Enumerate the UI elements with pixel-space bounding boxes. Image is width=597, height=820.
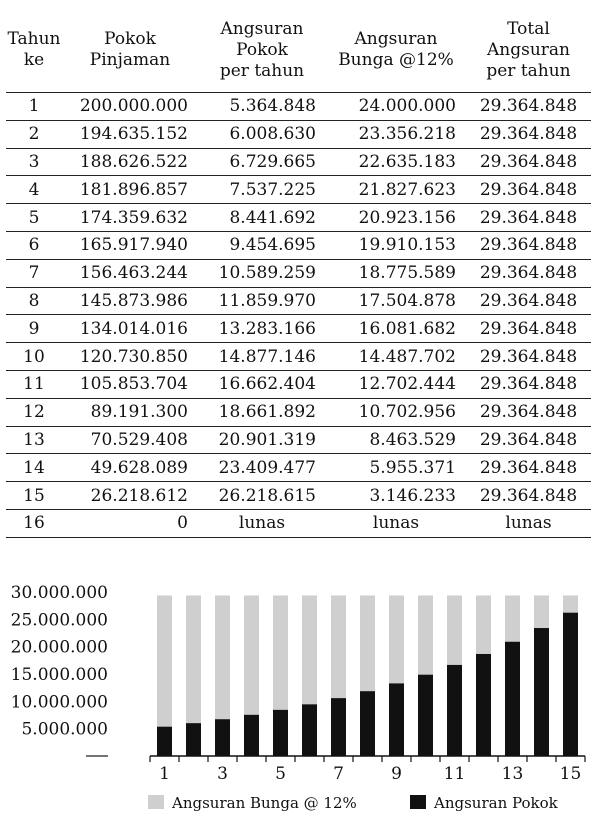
cell-tahun: 7 (6, 259, 62, 287)
cell-tahun: 1 (6, 93, 62, 121)
legend-swatch-pokok (410, 795, 426, 809)
y-tick-label: 30.000.000 (10, 583, 108, 603)
header-pokok-pinjaman: Pokok Pinjaman (62, 8, 198, 93)
cell-angsuran-pokok: 20.901.319 (198, 426, 326, 454)
cell-total-angsuran: 29.364.848 (466, 454, 591, 482)
x-tick-label: 9 (391, 764, 402, 784)
cell-pokok-pinjaman: 156.463.244 (62, 259, 198, 287)
x-tick-label: 15 (559, 764, 582, 784)
cell-angsuran-bunga: 5.955.371 (326, 454, 466, 482)
chart-legend (148, 794, 559, 812)
cell-tahun: 12 (6, 398, 62, 426)
bar-angsuran-pokok (447, 665, 462, 756)
x-axis-ticks (150, 756, 585, 784)
cell-total-angsuran: 29.364.848 (466, 343, 591, 371)
cell-tahun: 16 (6, 509, 62, 537)
x-tick-label: 13 (501, 764, 524, 784)
cell-angsuran-pokok: 10.589.259 (198, 259, 326, 287)
table-row (6, 370, 591, 398)
bar-angsuran-pokok (389, 683, 404, 756)
cell-total-angsuran: 29.364.848 (466, 426, 591, 454)
x-tick-label: 11 (443, 764, 466, 784)
bar-angsuran-bunga (273, 595, 288, 709)
cell-total-angsuran: 29.364.848 (466, 176, 591, 204)
y-tick-label: 20.000.000 (10, 637, 108, 658)
bar-angsuran-bunga (563, 595, 578, 612)
cell-angsuran-bunga: 21.827.623 (326, 176, 466, 204)
cell-angsuran-bunga: 20.923.156 (326, 204, 466, 232)
cell-angsuran-pokok: 23.409.477 (198, 454, 326, 482)
cell-angsuran-bunga: 17.504.878 (326, 287, 466, 315)
bar-angsuran-bunga (389, 595, 404, 683)
cell-angsuran-bunga: 16.081.682 (326, 315, 466, 343)
bar-angsuran-pokok (476, 654, 491, 756)
y-tick-label: 5.000.000 (21, 719, 108, 740)
cell-tahun: 15 (6, 482, 62, 510)
header-total-angsuran: Total Angsuran per tahun (466, 8, 591, 93)
bar-angsuran-bunga (302, 595, 317, 704)
cell-pokok-pinjaman: 174.359.632 (62, 204, 198, 232)
cell-total-angsuran: 29.364.848 (466, 204, 591, 232)
x-tick-label: 1 (159, 764, 170, 784)
cell-angsuran-pokok: 18.661.892 (198, 398, 326, 426)
x-tick-label: 7 (333, 764, 344, 784)
table-row (6, 204, 591, 232)
cell-tahun: 11 (6, 370, 62, 398)
cell-total-angsuran: 29.364.848 (466, 120, 591, 148)
cell-pokok-pinjaman: 70.529.408 (62, 426, 198, 454)
bar-angsuran-bunga (418, 595, 433, 674)
cell-pokok-pinjaman: 145.873.986 (62, 287, 198, 315)
cell-pokok-pinjaman: 194.635.152 (62, 120, 198, 148)
table-body (6, 93, 591, 538)
cell-angsuran-bunga: 8.463.529 (326, 426, 466, 454)
cell-total-angsuran: 29.364.848 (466, 93, 591, 121)
cell-angsuran-pokok: lunas (198, 509, 326, 537)
table-row (6, 482, 591, 510)
bar-angsuran-pokok (273, 710, 288, 756)
cell-tahun: 6 (6, 231, 62, 259)
cell-pokok-pinjaman: 181.896.857 (62, 176, 198, 204)
legend-label-bunga: Angsuran Bunga @ 12% (172, 794, 357, 812)
cell-total-angsuran: 29.364.848 (466, 231, 591, 259)
cell-pokok-pinjaman: 165.917.940 (62, 231, 198, 259)
table-row (6, 343, 591, 371)
cell-total-angsuran: 29.364.848 (466, 398, 591, 426)
cell-angsuran-pokok: 6.008.630 (198, 120, 326, 148)
amortization-table (6, 8, 591, 538)
cell-pokok-pinjaman: 89.191.300 (62, 398, 198, 426)
y-axis-ticks (11, 583, 108, 756)
x-tick-label: 5 (275, 764, 286, 784)
cell-tahun: 9 (6, 315, 62, 343)
table-row (6, 231, 591, 259)
cell-total-angsuran: 29.364.848 (466, 482, 591, 510)
bar-angsuran-pokok (418, 675, 433, 756)
bar-angsuran-bunga (447, 595, 462, 664)
x-tick-label: 3 (217, 764, 228, 784)
cell-angsuran-bunga: 24.000.000 (326, 93, 466, 121)
table-row (6, 509, 591, 537)
cell-angsuran-bunga: 14.487.702 (326, 343, 466, 371)
cell-pokok-pinjaman: 200.000.000 (62, 93, 198, 121)
cell-angsuran-pokok: 26.218.615 (198, 482, 326, 510)
y-tick-label: 10.000.000 (10, 692, 108, 713)
cell-tahun: 2 (6, 120, 62, 148)
bar-angsuran-pokok (563, 613, 578, 756)
cell-angsuran-pokok: 6.729.665 (198, 148, 326, 176)
cell-angsuran-pokok: 5.364.848 (198, 93, 326, 121)
cell-total-angsuran: lunas (466, 509, 591, 537)
cell-angsuran-bunga: 3.146.233 (326, 482, 466, 510)
cell-total-angsuran: 29.364.848 (466, 370, 591, 398)
bar-angsuran-pokok (244, 715, 259, 756)
bar-angsuran-pokok (505, 642, 520, 756)
bar-angsuran-pokok (534, 628, 549, 756)
cell-angsuran-pokok: 14.877.146 (198, 343, 326, 371)
bar-angsuran-pokok (215, 719, 230, 756)
bar-angsuran-bunga (244, 595, 259, 714)
cell-pokok-pinjaman: 0 (62, 509, 198, 537)
table-row (6, 287, 591, 315)
table-row (6, 259, 591, 287)
cell-tahun: 5 (6, 204, 62, 232)
cell-pokok-pinjaman: 26.218.612 (62, 482, 198, 510)
cell-pokok-pinjaman: 49.628.089 (62, 454, 198, 482)
cell-total-angsuran: 29.364.848 (466, 315, 591, 343)
bar-angsuran-pokok (302, 704, 317, 756)
stacked-bar-chart (0, 570, 597, 820)
cell-total-angsuran: 29.364.848 (466, 287, 591, 315)
chart-bars (157, 595, 578, 756)
table-row (6, 148, 591, 176)
cell-angsuran-bunga: 22.635.183 (326, 148, 466, 176)
bar-angsuran-pokok (360, 691, 375, 756)
table-row (6, 93, 591, 121)
y-tick-label: 15.000.000 (10, 665, 108, 685)
cell-tahun: 13 (6, 426, 62, 454)
cell-tahun: 14 (6, 454, 62, 482)
cell-angsuran-pokok: 11.859.970 (198, 287, 326, 315)
cell-angsuran-pokok: 13.283.166 (198, 315, 326, 343)
cell-pokok-pinjaman: 188.626.522 (62, 148, 198, 176)
legend-label-pokok: Angsuran Pokok (434, 794, 558, 812)
table-row (6, 120, 591, 148)
cell-tahun: 10 (6, 343, 62, 371)
cell-angsuran-pokok: 8.441.692 (198, 204, 326, 232)
y-tick-label: 25.000.000 (10, 610, 108, 631)
legend-swatch-bunga (148, 795, 164, 809)
cell-pokok-pinjaman: 120.730.850 (62, 343, 198, 371)
cell-tahun: 8 (6, 287, 62, 315)
cell-angsuran-pokok: 7.537.225 (198, 176, 326, 204)
cell-total-angsuran: 29.364.848 (466, 259, 591, 287)
header-angsuran-pokok: Angsuran Pokok per tahun (198, 8, 326, 93)
cell-total-angsuran: 29.364.848 (466, 148, 591, 176)
header-angsuran-bunga: Angsuran Bunga @12% (326, 8, 466, 93)
cell-tahun: 4 (6, 176, 62, 204)
bar-angsuran-pokok (157, 727, 172, 756)
cell-angsuran-bunga: 23.356.218 (326, 120, 466, 148)
table-row (6, 398, 591, 426)
cell-pokok-pinjaman: 134.014.016 (62, 315, 198, 343)
bar-angsuran-bunga (505, 595, 520, 641)
cell-pokok-pinjaman: 105.853.704 (62, 370, 198, 398)
cell-angsuran-bunga: 10.702.956 (326, 398, 466, 426)
bar-angsuran-bunga (360, 595, 375, 691)
table-header-row (6, 8, 591, 93)
cell-tahun: 3 (6, 148, 62, 176)
cell-angsuran-bunga: 18.775.589 (326, 259, 466, 287)
cell-angsuran-bunga: 19.910.153 (326, 231, 466, 259)
header-tahun: Tahun ke (6, 8, 62, 93)
bar-angsuran-pokok (186, 723, 201, 756)
cell-angsuran-bunga: 12.702.444 (326, 370, 466, 398)
table-row (6, 315, 591, 343)
bar-angsuran-bunga (331, 595, 346, 698)
bar-angsuran-bunga (476, 595, 491, 654)
table-row (6, 454, 591, 482)
bar-angsuran-bunga (215, 595, 230, 719)
table-row (6, 176, 591, 204)
cell-angsuran-pokok: 16.662.404 (198, 370, 326, 398)
bar-angsuran-pokok (331, 698, 346, 756)
bar-angsuran-bunga (157, 595, 172, 726)
bar-angsuran-bunga (534, 595, 549, 628)
table-row (6, 426, 591, 454)
cell-angsuran-pokok: 9.454.695 (198, 231, 326, 259)
cell-angsuran-bunga: lunas (326, 509, 466, 537)
bar-angsuran-bunga (186, 595, 201, 723)
